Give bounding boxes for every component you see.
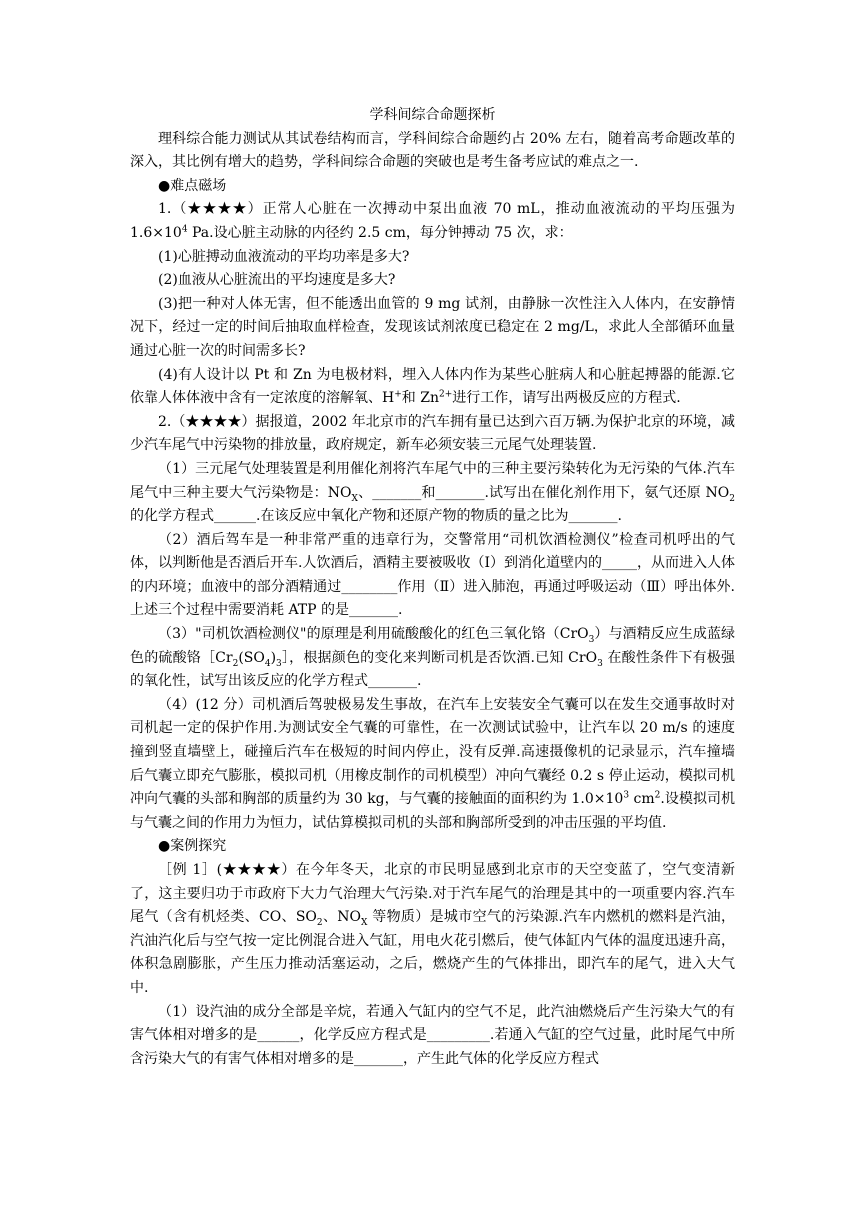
- question-1-part-2: (2)血液从心脏流出的平均速度是多大?: [158, 272, 396, 289]
- question-1-part-3: (3)把一种对人体无害，但不能透出血管的 9 mg 试剂，由静脉一次性注入人体内，在安静情况下，经过一定的时间后抽取血样检查，发现该试剂浓度已稳定在 2 mg/L，求此人全部循环血量通过心脏一次的时间需多长?: [130, 295, 735, 359]
- question-2-part-3: （3）"司机饮酒检测仪"的原理是利用硫酸酸化的红色三氧化铬（CrO$_3$）与酒精反应生成蓝绿色的硫酸铬$[Cr_2(SO_4)_3]$，根据颜色的变化来判断司机是否饮酒.已知 CrO$_3$ 在酸性条件下有极强的氧化性，试写出该反应的化学方程式_______.: [130, 626, 736, 690]
- question-2-stem: 2.（★★★★）据报道，2002 年北京市的汽车拥有量已达到六百万辆.为保护北京的环境，减少汽车尾气中污染物的排放量，政府规定，新车必须安装三元尾气处理装置.: [130, 413, 735, 454]
- question-1-part-1: (1)心脏搏动血液流动的平均功率是多大?: [158, 248, 410, 265]
- question-1-stem: 1.（★★★★）正常人心脏在一次搏动中泵出血液 70 mL，推动血液流动的平均压强为 $1.6\times 10^4$ Pa.设心脏主动脉的内径约 2.5 cm，每分钟搏动 75 次，求：: [130, 201, 735, 241]
- question-2-part-4: （4）(12 分）司机酒后驾驶极易发生事故，在汽车上安装安全气囊可以在发生交通事故时对司机起一定的保护作用.为测试安全气囊的可靠性，在一次测试试验中，让汽车以 20 m/s 的速度撞到竖直墙壁上，碰撞后汽车在极短的时间内停止，没有反弹.高速摄像机的记录显示，汽车撞墙后气囊立即充气膨胀，模拟司机（用橡皮制作的司机模型）冲向气囊经 0.2 s 停止运动，模拟司机冲向气囊的头部和胸部的质量约为 30 kg，与气囊的接触面的面积约为 $1.0\times 10^3$ $cm^2$.设模拟司机与气囊之间的作用力为恒力，试估算模拟司机的头部和胸部所受到的冲击压强的平均值.: [130, 696, 735, 831]
- question-2-part-2: （2）酒后驾车是一种非常严重的违章行为，交警常用“司机饮酒检测仪”检查司机呼出的气体，以判断他是否酒后开车.人饮酒后，酒精主要被吸收（Ⅰ）到消化道壁内的_____，从而进入人体的内环境；血液中的部分酒精通过________作用（Ⅱ）进入肺泡，再通过呼吸运动（Ⅲ）呼出体外.上述三个过程中需要消耗 ATP 的是_______.: [130, 531, 735, 619]
- document-page: [130, 104, 735, 1071]
- page-title: 学科间综合命题探析: [369, 107, 496, 123]
- intro-paragraph: 理科综合能力测试从其试卷结构而言，学科间综合命题约占 20% 左右，随着高考命题改革的深入，其比例有增大的趋势，学科间综合命题的突破也是考生备考应试的难点之一.: [130, 130, 735, 171]
- section-heading-case-study: ●案例探究: [158, 838, 227, 855]
- section-heading-difficulty: ●难点磁场: [158, 177, 227, 194]
- question-2-part-1: （1）三元尾气处理装置是利用催化剂将汽车尾气中的三种主要污染转化为无污染的气体.汽车尾气中三种主要大气污染物是：$NO_X$、_______和_______.试写出在催化剂作用下，氨气还原 $NO_2$ 的化学方程式______.在该反应中氧化产物和还原产物的物质的量之比为_______.: [130, 460, 735, 525]
- example-1-part-1: （1）设汽油的成分全部是辛烷，若通入气缸内的空气不足，此汽油燃烧后产生污染大气的有害气体相对增多的是______，化学反应方程式是_________.若通入气缸的空气过量，此时尾气中所含污染大气的有害气体相对增多的是_______，产生此气体的化学反应方程式: [130, 1003, 735, 1067]
- question-1-part-4: (4)有人设计以 Pt 和 Zn 为电极材料，埋入人体内作为某些心脏病人和心脏起搏器的能源.它依靠人体体液中含有一定浓度的溶解氧、H+和 $Zn^{2+}$进行工作，请写出两极反应的方程式.: [130, 366, 735, 407]
- example-1-stem: ［例 1］(★★★★）在今年冬天，北京的市民明显感到北京市的天空变蓝了，空气变清新了，这主要归功于市政府下大力气治理大气污染.对于汽车尾气的治理是其中的一项重要内容.汽车尾气（含有机烃类、CO、$SO_2$、$NO_X$ 等物质）是城市空气的污染源.汽车内燃机的燃料是汽油，汽油汽化后与空气按一定比例混合进入气缸，用电火花引燃后，使气体缸内气体的温度迅速升高，体积急剧膨胀，产生压力推动活塞运动，之后，燃烧产生的气体排出，即汽车的尾气，进入大气中.: [130, 862, 735, 996]
